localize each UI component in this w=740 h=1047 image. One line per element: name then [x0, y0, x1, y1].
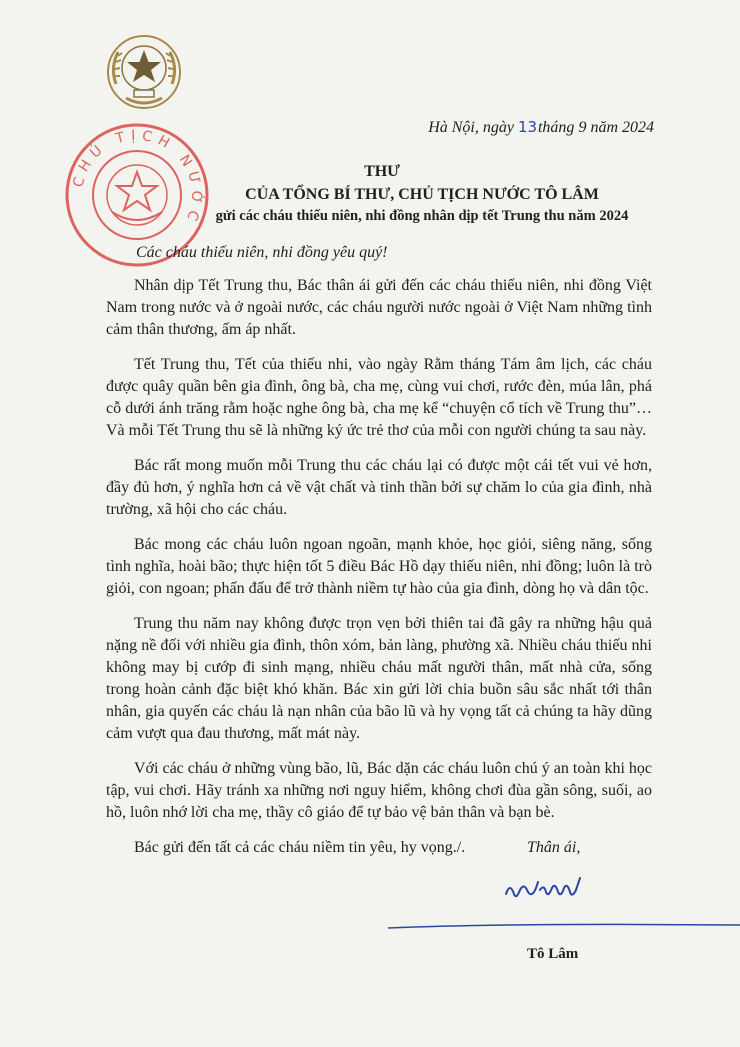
signature-icon	[500, 868, 600, 908]
date-line	[428, 118, 654, 137]
letter-body	[106, 275, 652, 872]
national-emblem-icon	[104, 32, 184, 112]
salutation: Các cháu thiếu niên, nhi đồng yêu quý!	[136, 244, 388, 261]
paragraph: Với các cháu ở những vùng bão, lũ, Bác dặn các cháu luôn chú ý an toàn khi học tập, vui chơi. Hãy tránh xa những nơi nguy hiểm, không chơi đùa gần sông, suối, ao hồ, luôn nhớ lời cha mẹ, thầy cô giáo để tự bảo vệ bản thân và bạn bè.	[106, 760, 652, 821]
date-day: 13	[517, 118, 538, 136]
date-year: 2024	[622, 119, 654, 136]
letter-author: CỦA TỔNG BÍ THƯ, CHỦ TỊCH NƯỚC TÔ LÂM	[245, 186, 599, 203]
letter-title: THƯ	[364, 163, 400, 180]
date-year-label: năm	[590, 119, 618, 136]
closing: Thân ái,	[527, 839, 581, 856]
signature-underline-icon	[388, 920, 740, 932]
paragraph: Nhân dịp Tết Trung thu, Bác thân ái gửi đến các cháu thiếu niên, nhi đồng Việt Nam trong nước và ở ngoài nước, các cháu người nước ngoài ở Việt Nam những tình cảm thân thương, ấm áp nhất.	[106, 277, 652, 338]
paragraph: Bác mong các cháu luôn ngoan ngoãn, mạnh khỏe, học giỏi, siêng năng, sống tình nghĩa, hoài bão; thực hiện tốt 5 điều Bác Hồ dạy thiếu niên, nhi đồng; luôn là trò giỏi, con ngoan; phấn đấu để trở thành niềm tự hào của gia đình, dòng họ và dân tộc.	[106, 536, 652, 597]
paragraph: Bác rất mong muốn mỗi Trung thu các cháu lại có được một cái tết vui vẻ hơn, đầy đủ hơn, ý nghĩa hơn cả về vật chất và tinh thần bởi sự chăm lo của gia đình, nhà trường, xã hội cho các cháu.	[106, 457, 652, 518]
paragraph: Bác gửi đến tất cả các cháu niềm tin yêu, hy vọng./.	[134, 839, 466, 856]
paragraph: Trung thu năm nay không được trọn vẹn bởi thiên tai đã gây ra những hậu quả nặng nề đối với nhiều gia đình, thôn xóm, bản làng, phường xã. Nhiều cháu thiếu nhi không may bị cướp đi sinh mạng, nhiều cháu mất người thân, mất nhà cửa, sống trong hoàn cảnh đặc biệt khó khăn. Bác xin gửi lời chia buồn sâu sắc nhất tới thân nhân, gia quyến các cháu là nạn nhân của bão lũ và hy vọng tất cả chúng ta hãy dũng cảm vượt qua đau thương, mất mát này.	[106, 615, 652, 742]
date-prefix: Hà Nội, ngày	[428, 119, 514, 136]
signer-name: Tô Lâm	[527, 946, 579, 962]
seal-text: CHỦ TỊCH NƯỚC	[70, 127, 205, 229]
date-month-label: tháng	[537, 119, 575, 136]
date-month: 9	[578, 119, 587, 136]
letter-subtitle: gửi các cháu thiếu niên, nhi đồng nhân dịp tết Trung thu năm 2024	[215, 208, 629, 224]
paragraph: Tết Trung thu, Tết của thiếu nhi, vào ngày Rằm tháng Tám âm lịch, các cháu được quây quần bên gia đình, ông bà, cha mẹ, cùng vui chơi, rước đèn, múa lân, phá cỗ dưới ánh trăng rằm hoặc nghe ông bà, cha mẹ kể “chuyện cổ tích về Trung thu”… Và mỗi Tết Trung thu sẽ là những ký ức trẻ thơ của mỗi con người chúng ta sau này.	[106, 356, 652, 439]
